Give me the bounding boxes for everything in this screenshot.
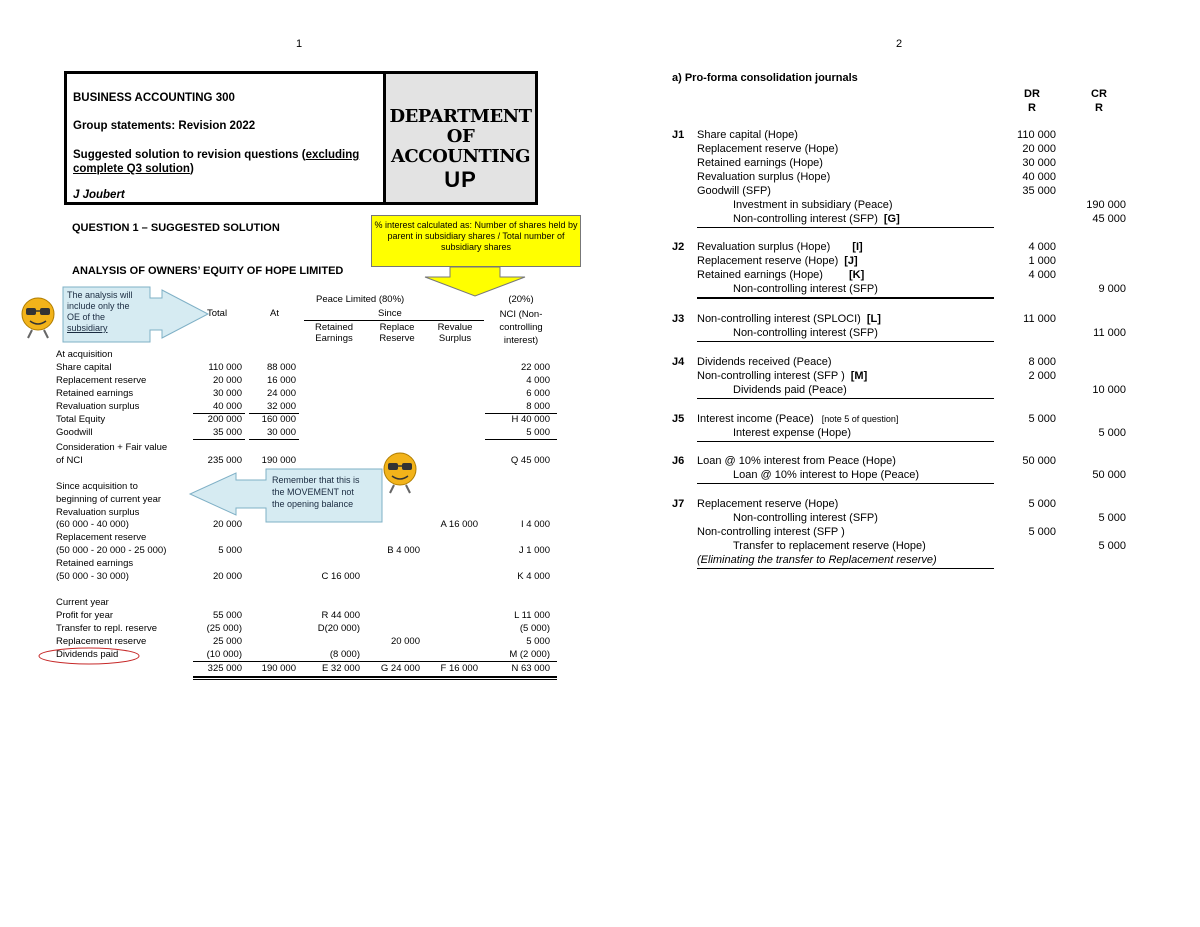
col-replace: Replace Reserve bbox=[379, 322, 415, 344]
journal-underline bbox=[697, 441, 994, 442]
journal-dr-amount: 50 000 bbox=[1022, 455, 1056, 467]
dept-line1: DEPARTMENT OF bbox=[389, 106, 532, 147]
course-title: BUSINESS ACCOUNTING 300 bbox=[73, 92, 235, 104]
journal-dr-amount: 4 000 bbox=[1028, 241, 1056, 253]
solution-note-line1: Suggested solution to revision questions (excluding bbox=[73, 149, 360, 161]
journal-dr-amount: 110 000 bbox=[1017, 129, 1056, 141]
journal-line: Revaluation surplus (Hope) [I] bbox=[697, 241, 863, 253]
journal-line: Transfer to replacement reserve (Hope) bbox=[733, 540, 926, 552]
department-logo bbox=[386, 74, 535, 202]
journal-line: Non-controlling interest (SPLOCI) [L] bbox=[697, 313, 881, 325]
journal-underline bbox=[697, 297, 994, 299]
col-total: Total bbox=[207, 308, 228, 319]
journal-cr-amount: 11 000 bbox=[1093, 327, 1126, 339]
header-box bbox=[64, 71, 538, 205]
since-underline bbox=[304, 320, 484, 321]
journal-id-j1: J1 bbox=[672, 129, 685, 141]
journal-cr-amount: 5 000 bbox=[1098, 540, 1126, 552]
journal-line: Dividends received (Peace) bbox=[697, 356, 832, 368]
journal-cr-amount: 10 000 bbox=[1092, 384, 1126, 396]
question-title: QUESTION 1 – SUGGESTED SOLUTION bbox=[72, 222, 280, 234]
journal-line: Dividends paid (Peace) bbox=[733, 384, 847, 396]
oe-callout-text: The analysis will include only the OE of the subsidiary bbox=[67, 290, 133, 333]
journal-ref-tag: [J] bbox=[844, 255, 858, 267]
page-number-2: 2 bbox=[896, 38, 903, 50]
analysis-title: ANALYSIS OF OWNERS’ EQUITY OF HOPE LIMITED bbox=[72, 265, 344, 277]
journal-line: Non-controlling interest (SFP ) [M] bbox=[697, 370, 868, 382]
journal-dr-amount: 1 000 bbox=[1028, 255, 1056, 267]
interest-callout-arrow bbox=[420, 267, 530, 297]
journal-line: Non-controlling interest (SFP) bbox=[733, 283, 878, 295]
dividends-highlight-oval bbox=[37, 646, 141, 666]
col-revalue: Revalue Surplus bbox=[437, 322, 473, 344]
journal-ref-tag: [K] bbox=[848, 269, 865, 281]
col-peace: Peace Limited (80%) bbox=[316, 294, 405, 305]
page-number-1: 1 bbox=[296, 38, 303, 50]
col-retained: Retained Earnings bbox=[314, 322, 354, 344]
journal-dr-amount: 30 000 bbox=[1022, 157, 1056, 169]
journal-line: Non-controlling interest (SFP) bbox=[733, 512, 878, 524]
journal-id-j6: J6 bbox=[672, 455, 685, 467]
col-nci: NCI (Non- controlling interest) bbox=[499, 309, 543, 346]
journal-id-j7: J7 bbox=[672, 498, 685, 510]
journal-cr-amount: 9 000 bbox=[1098, 283, 1126, 295]
journal-dr-amount: 11 000 bbox=[1023, 313, 1056, 325]
journal-dr-amount: 5 000 bbox=[1028, 498, 1056, 510]
journals-title: a) Pro-forma consolidation journals bbox=[672, 72, 858, 84]
dr-header: DR R bbox=[1024, 88, 1040, 114]
journal-underline bbox=[697, 398, 994, 399]
journal-cr-amount: 5 000 bbox=[1098, 427, 1126, 439]
col-since: Since bbox=[378, 308, 402, 319]
journal-line: Retained earnings (Hope) [K] bbox=[697, 269, 865, 281]
journal-ref-tag: [L] bbox=[866, 313, 881, 325]
journal-line: Investment in subsidiary (Peace) bbox=[733, 199, 893, 211]
revision-title: Group statements: Revision 2022 bbox=[73, 120, 256, 132]
solution-note-line2: complete Q3 solution) bbox=[73, 163, 194, 175]
journal-dr-amount: 40 000 bbox=[1022, 171, 1056, 183]
journal-underline bbox=[697, 227, 994, 228]
journal-cr-amount: 50 000 bbox=[1092, 469, 1126, 481]
journal-cr-amount: 5 000 bbox=[1098, 512, 1126, 524]
interest-callout bbox=[371, 215, 581, 267]
journal-dr-amount: 4 000 bbox=[1028, 269, 1056, 281]
journal-dr-amount: 2 000 bbox=[1028, 370, 1056, 382]
journal-line: Replacement reserve (Hope) bbox=[697, 498, 839, 510]
interest-callout-text: % interest calculated as: Number of shares held by parent in subsidiary shares / Total number of subsidiary shares bbox=[374, 220, 578, 252]
journal-dr-amount: 5 000 bbox=[1028, 526, 1056, 538]
journal-cr-amount: 190 000 bbox=[1086, 199, 1126, 211]
journal-line: Revaluation surplus (Hope) bbox=[697, 171, 831, 183]
journal-cr-amount: 45 000 bbox=[1092, 213, 1126, 225]
journal-dr-amount: 35 000 bbox=[1022, 185, 1056, 197]
journal-line: Share capital (Hope) bbox=[697, 129, 798, 141]
journal-id-j4: J4 bbox=[672, 356, 685, 368]
journal-underline bbox=[697, 341, 994, 342]
movement-callout-text: Remember that this is the MOVEMENT not the opening balance bbox=[272, 475, 360, 509]
smiley-glasses-icon-2 bbox=[382, 451, 418, 495]
dept-line3: UP bbox=[444, 167, 477, 192]
col-at: At bbox=[270, 308, 279, 319]
journal-line: Interest expense (Hope) bbox=[733, 427, 852, 439]
journal-line: Non-controlling interest (SFP ) bbox=[697, 526, 845, 538]
cr-header: CR R bbox=[1091, 88, 1107, 114]
col-nci-pct: (20%) bbox=[508, 294, 534, 305]
journal-dr-amount: 5 000 bbox=[1028, 413, 1056, 425]
journal-line: Goodwill (SFP) bbox=[697, 185, 771, 197]
journal-id-j5: J5 bbox=[672, 413, 685, 425]
journal-dr-amount: 20 000 bbox=[1022, 143, 1056, 155]
journal-dr-amount: 8 000 bbox=[1028, 356, 1056, 368]
journal-line: (Eliminating the transfer to Replacement reserve) bbox=[697, 554, 937, 566]
journal-ref-tag: [M] bbox=[850, 370, 868, 382]
journal-ref-tag: [G] bbox=[883, 213, 900, 225]
dept-line2: ACCOUNTING bbox=[390, 146, 531, 167]
author: J Joubert bbox=[73, 189, 125, 201]
journal-ref-tag: [I] bbox=[852, 241, 863, 253]
journal-id-j2: J2 bbox=[672, 241, 685, 253]
journal-line: Interest income (Peace) [note 5 of question] bbox=[697, 413, 899, 425]
journal-underline bbox=[697, 568, 994, 569]
journal-line: Non-controlling interest (SFP) bbox=[733, 327, 878, 339]
journal-line: Replacement reserve (Hope) bbox=[697, 143, 839, 155]
journal-id-j3: J3 bbox=[672, 313, 685, 325]
header-text-panel bbox=[67, 74, 386, 202]
journal-line: Loan @ 10% interest to Hope (Peace) bbox=[733, 469, 920, 481]
journal-line: Retained earnings (Hope) bbox=[697, 157, 823, 169]
journal-underline bbox=[697, 483, 994, 484]
journal-note: [note 5 of question] bbox=[821, 414, 899, 424]
smiley-glasses-icon bbox=[20, 296, 56, 340]
journal-line: Loan @ 10% interest from Peace (Hope) bbox=[697, 455, 896, 467]
journal-line: Replacement reserve (Hope) [J] bbox=[697, 255, 858, 267]
journal-line: Non-controlling interest (SFP) [G] bbox=[733, 213, 900, 225]
